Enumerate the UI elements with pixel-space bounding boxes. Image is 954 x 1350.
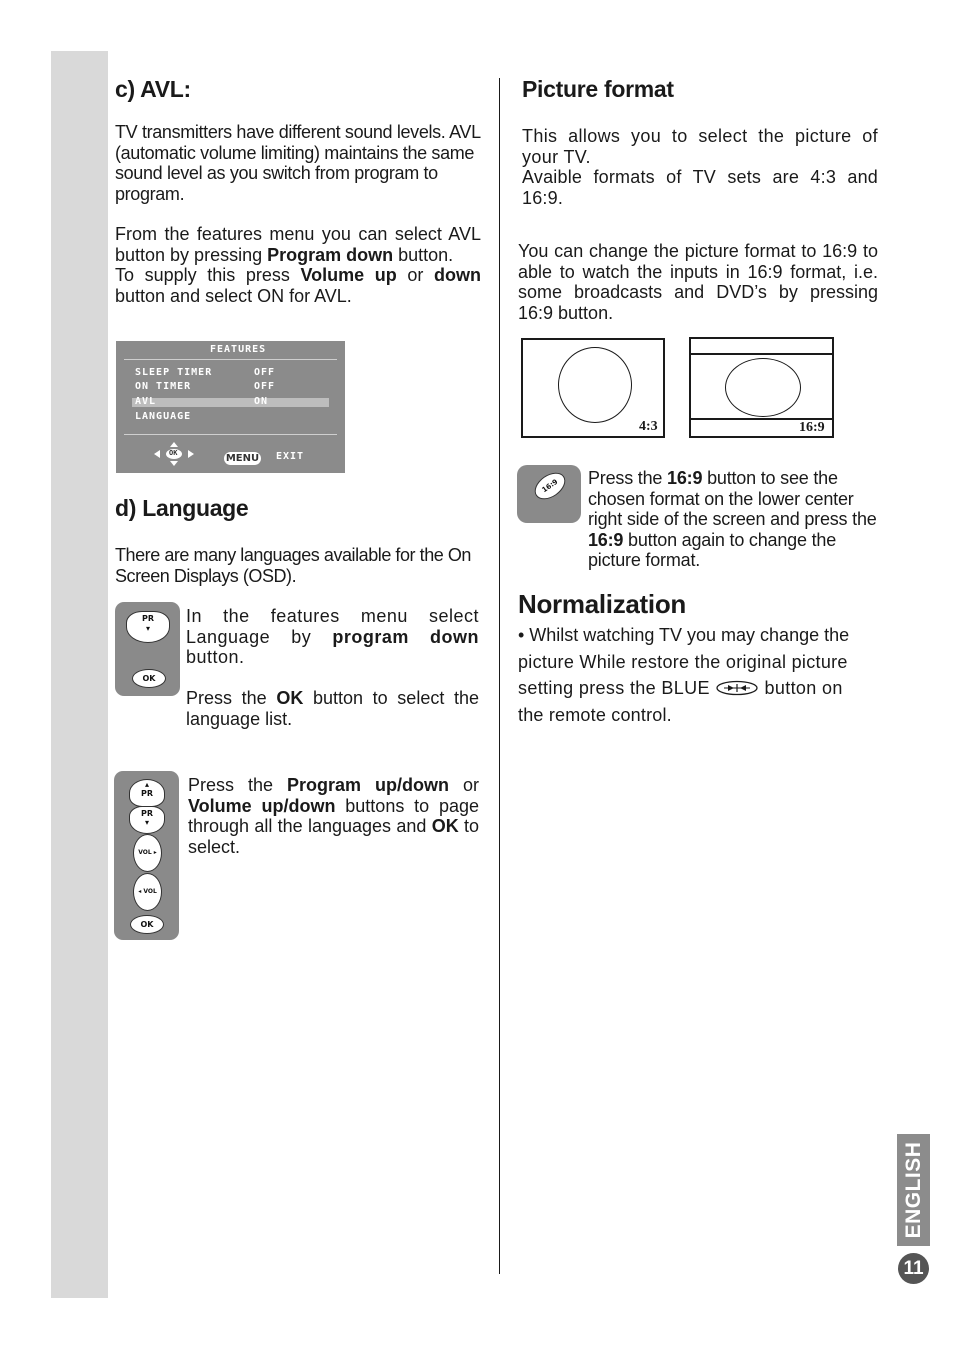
blue-normalize-button-icon (715, 680, 759, 696)
osd-row-label: ON TIMER (135, 381, 192, 392)
language-tab (897, 1134, 930, 1246)
osd-row-label: AVL (135, 396, 157, 407)
avl-paragraph-1: TV transmitters have different sound levels. AVL (automatic volume limiting) maintains the same sound level as you switch from program to program. (115, 122, 481, 204)
format-4-3-illustration (521, 338, 665, 438)
aspect-ratio-instructions: Press the 16:9 button to see the chosen format on the lower center right side of the screen and press the 16:9 button again to change the picture format. (588, 468, 877, 570)
osd-menu-key: MENU (225, 453, 260, 464)
page-number: 11 (898, 1253, 929, 1284)
column-divider (499, 78, 500, 1274)
picture-format-heading: Picture format (522, 76, 674, 102)
osd-divider-bottom (124, 434, 337, 435)
picture-oval-shape (725, 358, 801, 417)
aspect-ratio-key-illustration (517, 465, 581, 523)
osd-row-value: OFF (254, 367, 276, 378)
language-intro: There are many languages available for the On Screen Displays (OSD). (115, 545, 471, 586)
left-margin-bar (51, 51, 108, 1298)
picture-format-description: You can change the picture format to 16:9 to able to watch the inputs in 16:9 format, i.e. some broadcasts and DVD’s by pressing 16:9 button. (518, 241, 878, 323)
program-up-button-icon: ▴ PR (129, 779, 165, 807)
normalization-heading: Normalization (518, 589, 687, 619)
features-menu-screenshot (116, 341, 345, 473)
language-heading: d) Language (115, 495, 249, 521)
volume-up-button-icon: VOL ▸ (133, 834, 162, 872)
normalization-text: • Whilst watching TV you may change the picture While restore the original picture setting press the BLUE button on the remote control. (518, 625, 850, 726)
avl-paragraph-2: From the features menu you can select AVL button by pressing Program down button. To supply this press Volume up or down button and select ON for AVL. (115, 224, 481, 306)
ok-button-icon: OK (130, 915, 164, 934)
remote-pr-ok-illustration (115, 602, 180, 696)
picture-format-intro: This allows you to select the picture of your TV. Avaible formats of TV sets are 4:3 and 16:9. (522, 126, 878, 208)
osd-row-value: ON (254, 396, 269, 407)
language-tab-label: ENGLISH (901, 1141, 925, 1239)
ok-button-icon: OK (132, 669, 166, 688)
language-step-1: In the features menu select Language by program down button. (186, 606, 479, 667)
avl-heading: c) AVL: (115, 76, 191, 102)
widescreen-band-top (691, 353, 832, 355)
osd-row-value: OFF (254, 381, 276, 392)
osd-divider-top (124, 359, 337, 360)
osd-row-label: LANGUAGE (135, 411, 192, 422)
format-16-9-illustration (689, 337, 834, 438)
osd-ok-label: OK (169, 449, 178, 457)
format-4-3-label: 4:3 (639, 419, 658, 434)
osd-selected-row-highlight (132, 398, 329, 407)
osd-row-label: SLEEP TIMER (135, 367, 213, 378)
aspect-ratio-16-9-button-icon: 16:9 (530, 467, 570, 505)
language-step-2: Press the OK button to select the language list. (186, 688, 479, 729)
program-down-button-icon: PR ▾ (129, 806, 165, 834)
remote-navigation-illustration (114, 771, 179, 940)
osd-exit-label: EXIT (276, 451, 305, 462)
osd-title: FEATURES (210, 344, 267, 355)
language-step-3: Press the Program up/down or Volume up/down buttons to page through all the languages and OK to select. (188, 775, 479, 857)
volume-down-button-icon: ◂ VOL (133, 873, 162, 911)
format-16-9-label: 16:9 (799, 420, 825, 435)
program-down-button-icon: PR ▾ (126, 611, 170, 643)
picture-circle-shape (558, 347, 632, 423)
